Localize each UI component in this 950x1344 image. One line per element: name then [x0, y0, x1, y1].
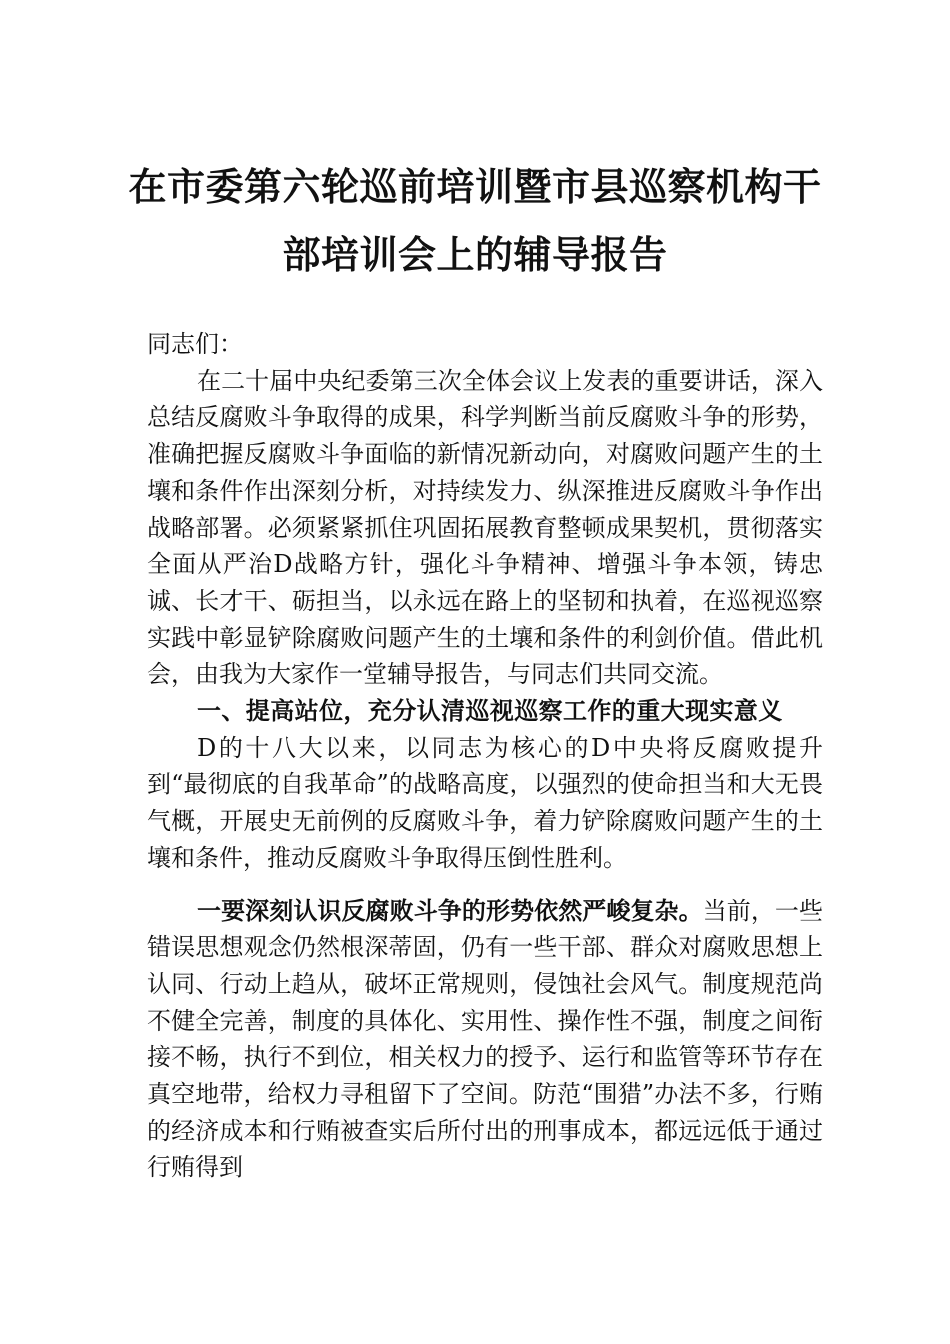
- intro-paragraph: 在二十届中央纪委第三次全体会议上发表的重要讲话，深入总结反腐败斗争取得的成果，科学判断当前反腐败斗争的形势，准确把握反腐败斗争面临的新情况新动向，对腐败问题产生的土壤和条件作出深刻分析，对持续发力、纵深推进反腐败斗争作出战略部署。必须紧紧抓住巩固拓展教育整顿成果契机，贯彻落实全面从严治D战略方针，强化斗争精神、增强斗争本领，铸忠诚、长才干、砺担当，以永远在路上的坚韧和执着，在巡视巡察实践中彰显铲除腐败问题产生的土壤和条件的利剑价值。借此机会，由我为大家作一堂辅导报告，与同志们共同交流。: [147, 366, 823, 689]
- point-1-lead: 一要深刻认识反腐败斗争的形势依然严峻复杂。: [197, 895, 703, 925]
- salutation: 同志们：: [147, 330, 243, 358]
- document-title-line-1: 在市委第六轮巡前培训暨市县巡察机构干: [128, 165, 822, 209]
- section-1-paragraph: D的十八大以来，以同志为核心的D中央将反腐败提升到“最彻底的自我革命”的战略高度，以强烈的使命担当和大无畏气概，开展史无前例的反腐败斗争，着力铲除腐败问题产生的土壤和条件，推动反腐败斗争取得压倒性胜利。: [147, 733, 823, 872]
- document-title-line-2: 部培训会上的辅导报告: [282, 233, 668, 277]
- document-body: [147, 326, 823, 1186]
- point-1-text: 当前，一些错误思想观念仍然根深蒂固，仍有一些干部、群众对腐败思想上认同、行动上趋从，破坏正常规则，侵蚀社会风气。制度规范尚不健全完善，制度的具体化、实用性、操作性不强，制度之间衔接不畅，执行不到位，相关权力的授予、运行和监管等环节存在真空地带，给权力寻租留下了空间。防范“围猎”办法不多，行贿的经济成本和行贿被查实后所付出的刑事成本，都远远低于通过行贿得到: [147, 896, 824, 1182]
- section-1-heading: 一、提高站位，充分认清巡视巡察工作的重大现实意义: [197, 697, 783, 726]
- point-1-paragraph: [147, 893, 823, 1187]
